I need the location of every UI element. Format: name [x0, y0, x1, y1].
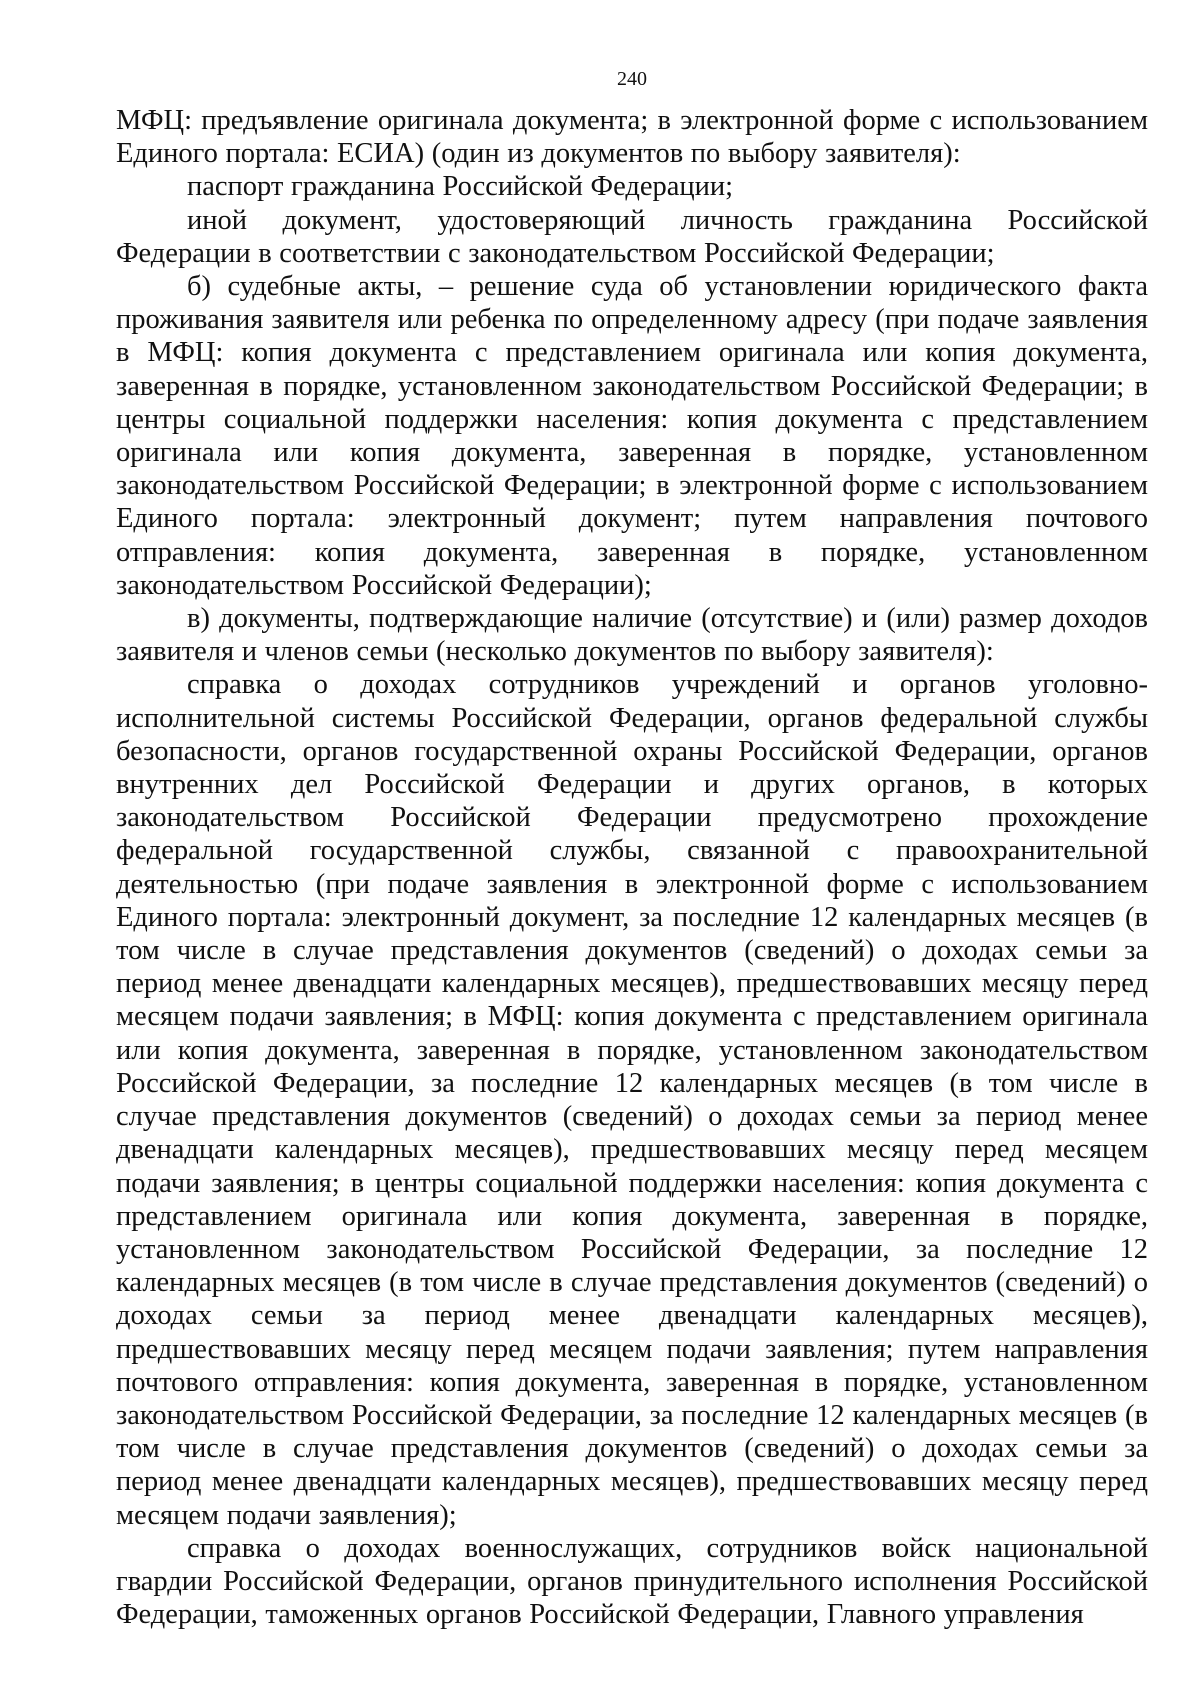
- paragraph-income-documents: в) документы, подтверждающие наличие (отсутствие) и (или) размер доходов заявителя и членов семьи (несколько документов по выбору заявителя):: [116, 603, 1148, 668]
- paragraph-court-acts: б) судебные акты, – решение суда об установлении юридического факта проживания заявителя или ребенка по определенному адресу (при подаче заявления в МФЦ: копия документа с представлением оригинала или копия документа, заверенная в порядке, установленном законодательством Российской Федерации; в центры социальной поддержки населения: копия документа с представлением оригинала или копия документа, заверенная в порядке, установленном законодательством Российской Федерации; в электронной форме с использованием Единого портала: электронный документ; путем направления почтового отправления: копия документа, заверенная в порядке, установленном законодательством Российской Федерации);: [116, 271, 1148, 601]
- document-page: [116, 0, 1148, 1697]
- page-number: 240: [617, 68, 647, 90]
- paragraph-passport: паспорт гражданина Российской Федерации;: [187, 171, 734, 203]
- paragraph-income-certificate-military: справка о доходах военнослужащих, сотрудников войск национальной гвардии Российской Федерации, органов принудительного исполнения Российской Федерации, таможенных органов Российской Федерации, Главного управления: [116, 1532, 1148, 1631]
- paragraph-income-certificate-law-enforcement: справка о доходах сотрудников учреждений и органов уголовно-исполнительной системы Российской Федерации, органов федеральной службы безопасности, органов государственной охраны Российской Федерации, органов внутренних дел Российской Федерации и других органов, в которых законодательством Российской Федерации предусмотрено прохождение федеральной государственной службы, связанной с правоохранительной деятельностью (при подаче заявления в электронной форме с использованием Единого портала: электронный документ, за последние 12 календарных месяцев (в том числе в случае представления документов (сведений) о доходах семьи за период менее двенадцати календарных месяцев), предшествовавших месяцу перед месяцем подачи заявления; в МФЦ: копия документа с представлением оригинала или копия документа, заверенная в порядке, установленном законодательством Российской Федерации, за последние 12 календарных месяцев (в том числе в случае представления документов (сведений) о доходах семьи за период менее двенадцати календарных месяцев), предшествовавших месяцу перед месяцем подачи заявления; в центры социальной поддержки населения: копия документа с представлением оригинала или копия документа, заверенная в порядке, установленном законодательством Российской Федерации, за последние 12 календарных месяцев (в том числе в случае представления документов (сведений) о доходах семьи за период менее двенадцати календарных месяцев), предшествовавших месяцу перед месяцем подачи заявления; путем направления почтового отправления: копия документа, заверенная в порядке, установленном законодательством Российской Федерации, за последние 12 календарных месяцев (в том числе в случае представления документов (сведений) о доходах семьи за период менее двенадцати календарных месяцев), предшествовавших месяцу перед месяцем подачи заявления);: [116, 669, 1148, 1531]
- paragraph-identity-document: иной документ, удостоверяющий личность гражданина Российской Федерации в соответствии с законодательством Российской Федерации;: [116, 204, 1148, 269]
- paragraph-continuation: МФЦ: предъявление оригинала документа; в электронной форме с использованием Единого портала: ЕСИА) (один из документов по выбору заявителя):: [116, 105, 1148, 170]
